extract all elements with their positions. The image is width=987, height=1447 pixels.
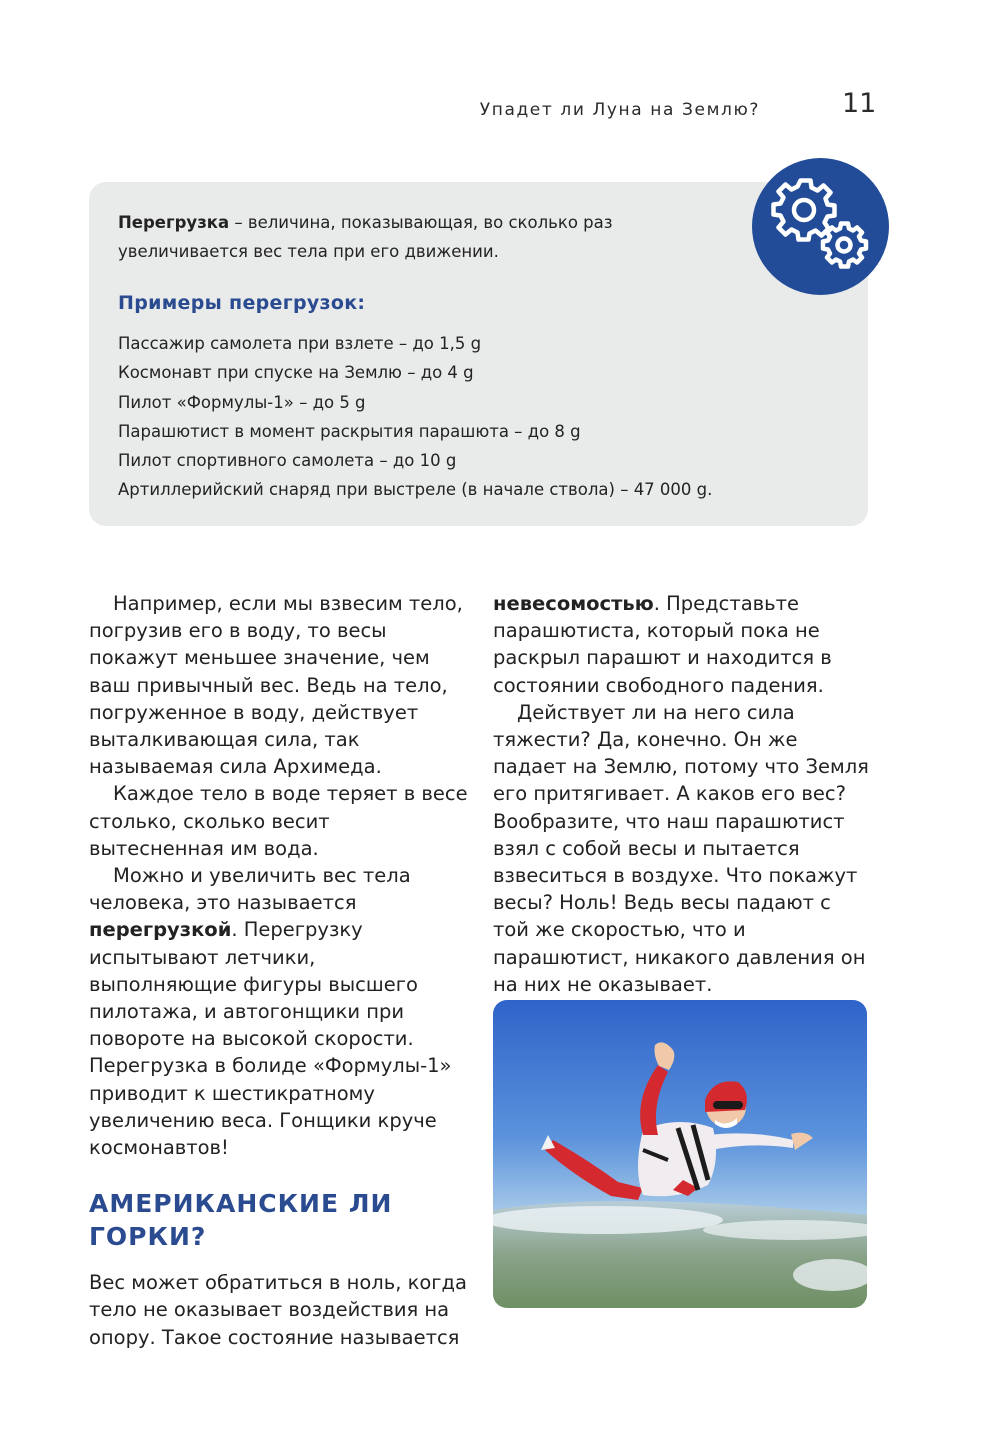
example-item: Парашютист в момент раскрытия парашюта – до 8 g — [118, 421, 581, 441]
paragraph: Действует ли на него сила тяжести? Да, конечно. Он же падает на Землю, потому что Земля его притягивает. А каков его вес? Вообразите, что наш парашютист взял с собой весы и пытается взвеситься в воздухе. Что покажут весы? Ноль! Ведь весы падают с той же скоростью, что и парашютист, никакого давления он на них не оказывает. — [493, 700, 869, 996]
examples-list — [118, 329, 712, 505]
skydiver-photo — [493, 1000, 867, 1308]
example-item: Артиллерийский снаряд при выстреле (в начале ствола) – 47 000 g. — [118, 480, 713, 500]
definition-text: – величина, показывающая, во сколько раз увеличивается вес тела при его движении. — [118, 213, 613, 261]
bold-term: перегрузкой — [89, 918, 232, 942]
running-title: Упадет ли Луна на Землю? — [479, 100, 760, 120]
left-column — [89, 590, 469, 1351]
example-item: Космонавт при спуске на Землю – до 4 g — [118, 363, 474, 383]
example-item: Пилот «Формулы-1» – до 5 g — [118, 392, 366, 412]
page-number: 11 — [842, 88, 877, 119]
paragraph: Каждое тело в воде теряет в весе столько, сколько весит вытесненная им вода. — [89, 782, 468, 860]
gears-badge — [752, 158, 889, 295]
gears-icon — [752, 158, 889, 295]
bold-term: невесомостью — [493, 592, 654, 615]
definition — [118, 208, 738, 266]
paragraph-text: Можно и увеличить вес тела человека, это называется — [89, 864, 411, 915]
right-column — [493, 590, 873, 998]
examples-title: Примеры перегрузок: — [118, 292, 366, 314]
paragraph — [89, 862, 469, 1161]
section-heading: АМЕРИКАНСКИЕ ЛИ ГОРКИ? — [89, 1189, 393, 1252]
paragraph: Например, если мы взвесим тело, погрузив его в воду, то весы покажут меньшее значение, чем ваш привычный вес. Ведь на тело, погруженное в воду, действует выталкивающая сила, так называемая сила Архимеда. — [89, 592, 463, 779]
example-item: Пассажир самолета при взлете – до 1,5 g — [118, 334, 482, 353]
paragraph: Вес может обратиться в ноль, когда тело не оказывает воздействия на опору. Такое состояние называется — [89, 1271, 467, 1349]
paragraph-text: . Перегрузку испытывают летчики, выполняющие фигуры высшего пилотажа, и автогонщики при повороте на высокой скорости. Перегрузка в болиде «Формулы-1» приводит к шестикратному увеличению веса. Гонщики круче космонавтов! — [89, 918, 452, 1160]
paragraph — [493, 590, 873, 699]
paragraph-text: . Представьте парашютиста, который пока не раскрыл парашют и находится в состоянии свободного падения. — [493, 592, 832, 697]
definition-term: Перегрузка — [118, 213, 230, 232]
example-item: Пилот спортивного самолета – до 10 g — [118, 451, 457, 471]
